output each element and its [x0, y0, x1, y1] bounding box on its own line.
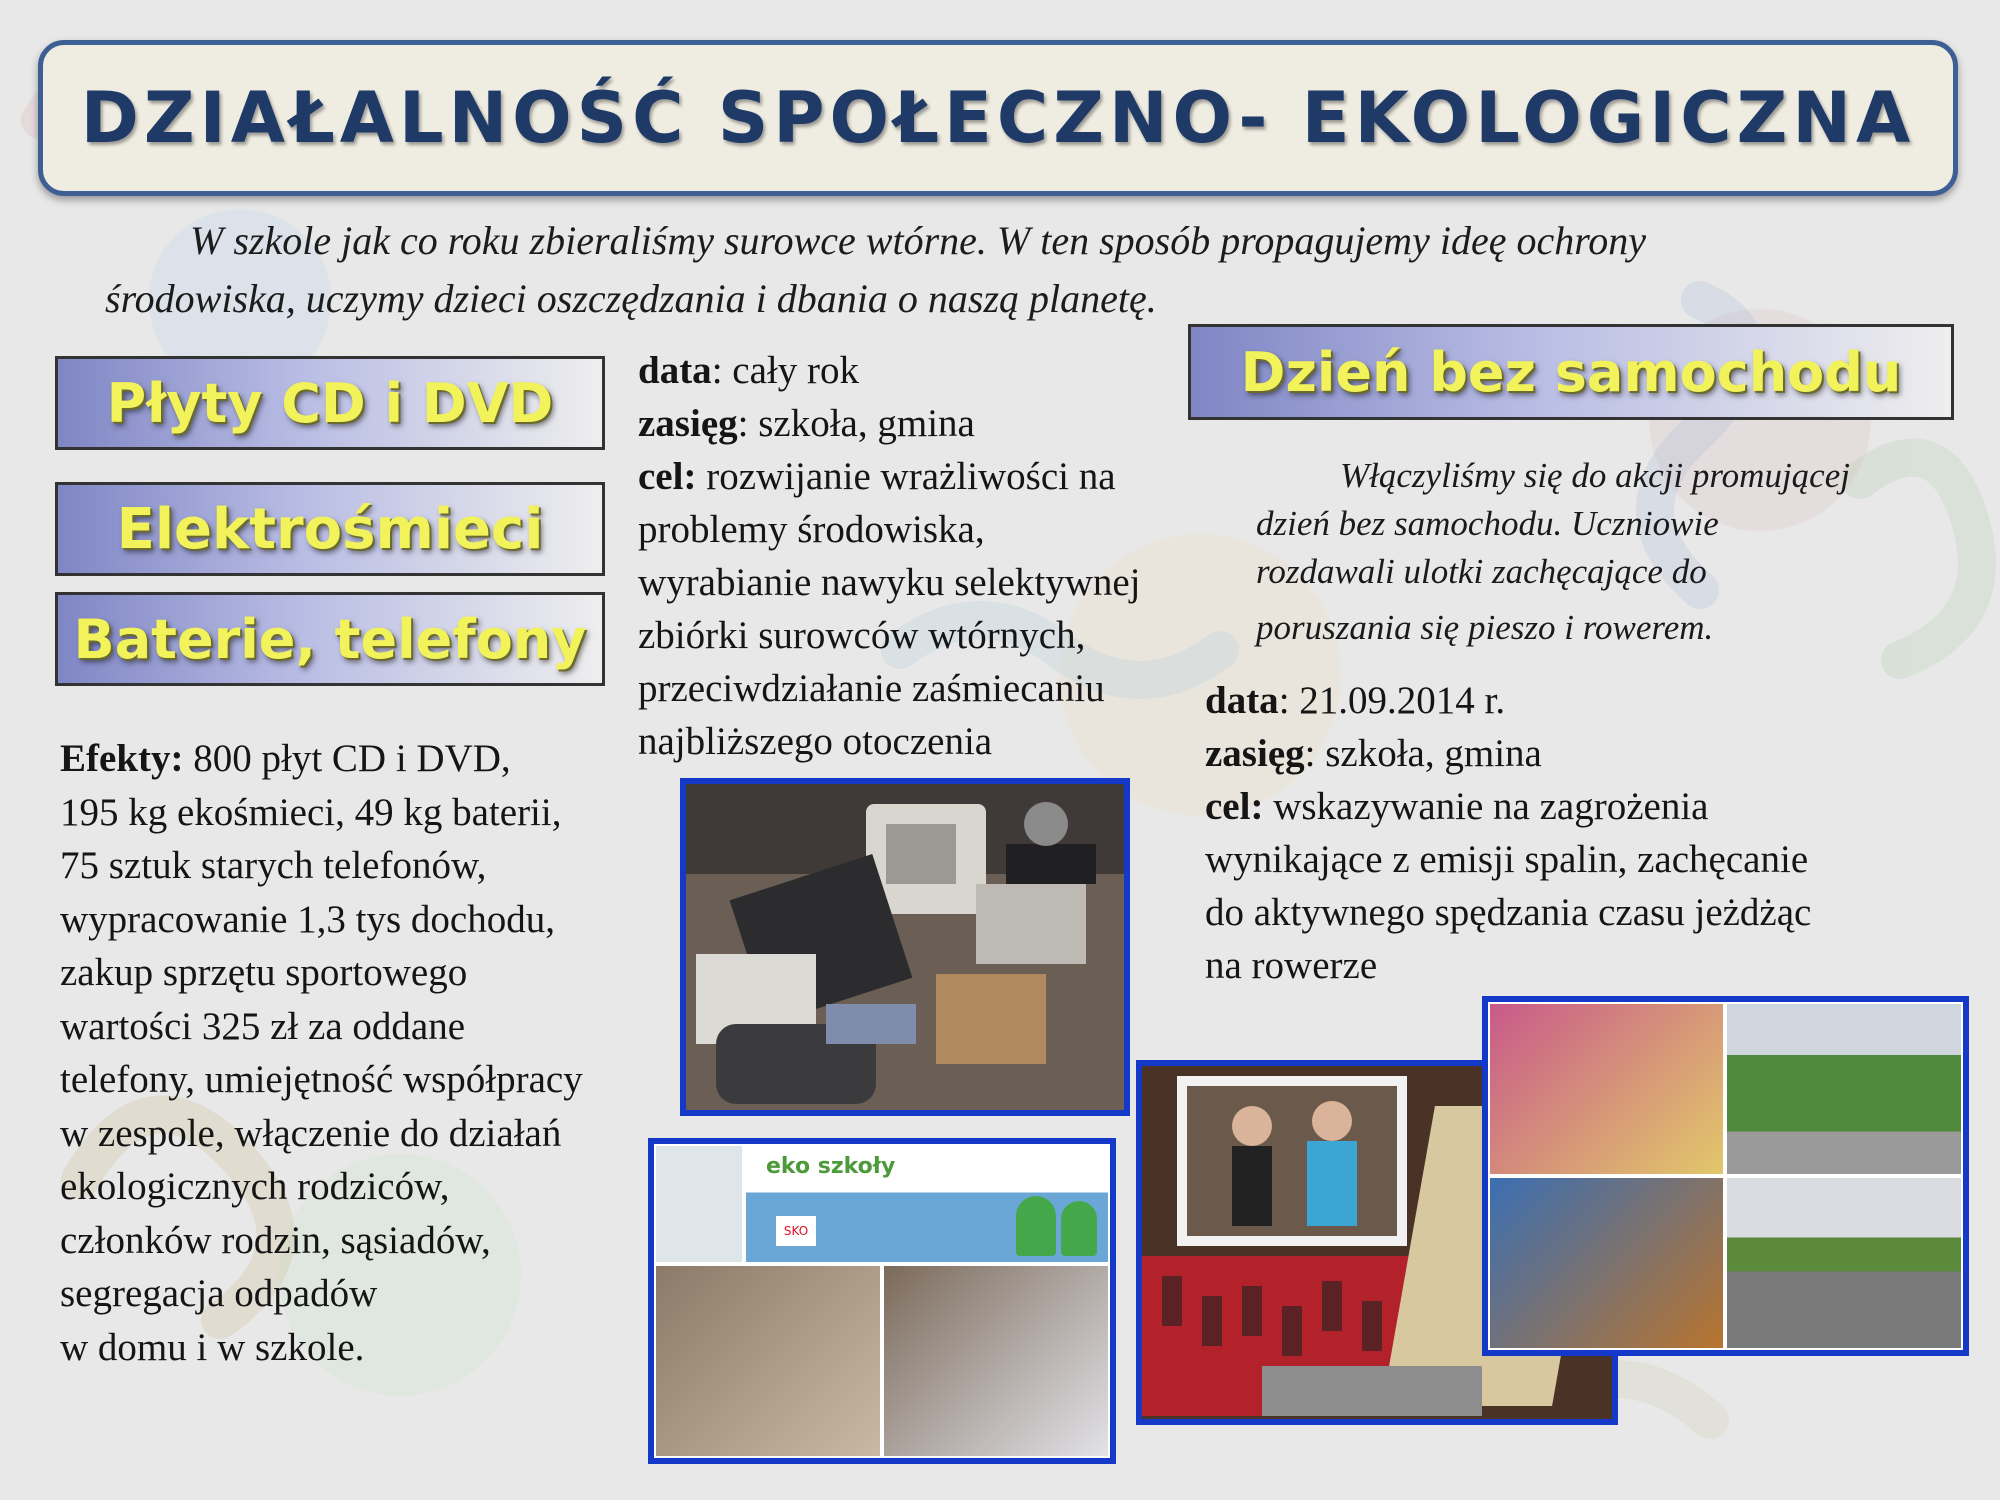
cyclists-on-path-photo [1725, 1002, 1963, 1176]
zasieg-row: zasięg: szkoła, gmina [1205, 732, 1542, 775]
boy-on-bicycle-photo [1725, 1176, 1963, 1350]
efekty-line: w domu i w szkole. [60, 1325, 365, 1369]
children-with-posters-photo [882, 1264, 1110, 1458]
page-title: DZIAŁALNOŚĆ SPOŁECZNO- EKOLOGICZNA [80, 77, 1916, 159]
zasieg-row: zasięg: szkoła, gmina [638, 402, 975, 445]
dzien-intro-line: Włączyliśmy się do akcji promującej [1340, 456, 1850, 495]
efekty-line: członków rodzin, sąsiadów, [60, 1218, 491, 1262]
intro-paragraph [105, 212, 1885, 328]
collection-details [638, 344, 1218, 768]
data-row: data: cały rok [638, 349, 859, 392]
cel-line: problemy środowiska, [638, 508, 985, 551]
sko-logo: SKO [776, 1216, 816, 1246]
data-row: data: 21.09.2014 r. [1205, 679, 1506, 722]
child-figure [1016, 1196, 1056, 1256]
dzien-intro-line: poruszania się pieszo i rowerem. [1256, 608, 1714, 647]
eko-szkoly-logo: eko szkoły [766, 1154, 896, 1179]
efekty-line: wartości 325 zł za oddane [60, 1004, 466, 1048]
efekty-row: Efekty: 800 płyt CD i DVD, [60, 737, 511, 780]
efekty-line: wypracowanie 1,3 tys dochodu, [60, 897, 555, 941]
cel-line: najbliższego otoczenia [638, 720, 993, 763]
efekty-line: segregacja odpadów [60, 1272, 378, 1315]
cel-row: cel: rozwijanie wrażliwości na [638, 455, 1116, 498]
photo-electronic-waste [680, 778, 1130, 1116]
cel-line: zbiórki surowców wtórnych, [638, 614, 1086, 657]
elektrosmieci-heading-box: Elektrośmieci [55, 482, 605, 576]
efekty-line: w zespole, włączenie do działań [60, 1111, 562, 1155]
cel-line: przeciwdziałanie zaśmiecaniu [638, 667, 1105, 710]
children-with-bicycles-photo [1488, 1176, 1725, 1350]
electronic-waste-illustration [686, 784, 1124, 1110]
dzien-intro-line: dzień bez samochodu. Uczniowie [1256, 504, 1719, 543]
intro-line: środowiska, uczymy dzieci oszczędzania i dbania o naszą planetę. [105, 276, 1157, 321]
cel-row: cel: wskazywanie na zagrożenia [1205, 785, 1709, 828]
dzien-intro-paragraph [1256, 452, 1956, 652]
efekty-line: ekologicznych rodziców, [60, 1165, 450, 1208]
eko-szkoly-banner [744, 1144, 1110, 1264]
baterie-heading-box: Baterie, telefony [55, 592, 605, 686]
efekty-line: telefony, umiejętność współpracy [60, 1058, 583, 1101]
efekty-line: 75 sztuk starych telefonów, [60, 844, 487, 887]
collection-box-photo [654, 1144, 744, 1264]
efekty-line: zakup sprzętu sportowego [60, 951, 468, 994]
cel-line: wynikające z emisji spalin, zachęcanie [1205, 838, 1809, 881]
cd-dvd-heading-box: Płyty CD i DVD [55, 356, 605, 450]
title-banner [38, 40, 1958, 196]
photo-eko-szkoly-collage [648, 1138, 1116, 1464]
efekty-paragraph [60, 732, 680, 1374]
child-figure [1061, 1201, 1097, 1256]
cel-line: do aktywnego spędzania czasu jeżdżąc [1205, 891, 1812, 934]
cel-line: wyrabianie nawyku selektywnej [638, 561, 1141, 604]
cel-line: na rowerze [1205, 944, 1378, 987]
photo-car-free-day-collage [1482, 996, 1969, 1356]
dzien-details [1205, 674, 1945, 992]
efekty-line: 195 kg ekośmieci, 49 kg baterii, [60, 790, 562, 834]
intro-line: W szkole jak co roku zbieraliśmy surowce wtórne. W ten sposób propagujemy ideę ochrony [190, 218, 1647, 263]
dzien-bez-samochodu-heading-box: Dzień bez samochodu [1188, 324, 1954, 420]
children-with-leaflets-photo [1488, 1002, 1725, 1176]
children-with-phones-photo [654, 1264, 882, 1458]
dzien-intro-line: rozdawali ulotki zachęcające do [1256, 552, 1707, 591]
